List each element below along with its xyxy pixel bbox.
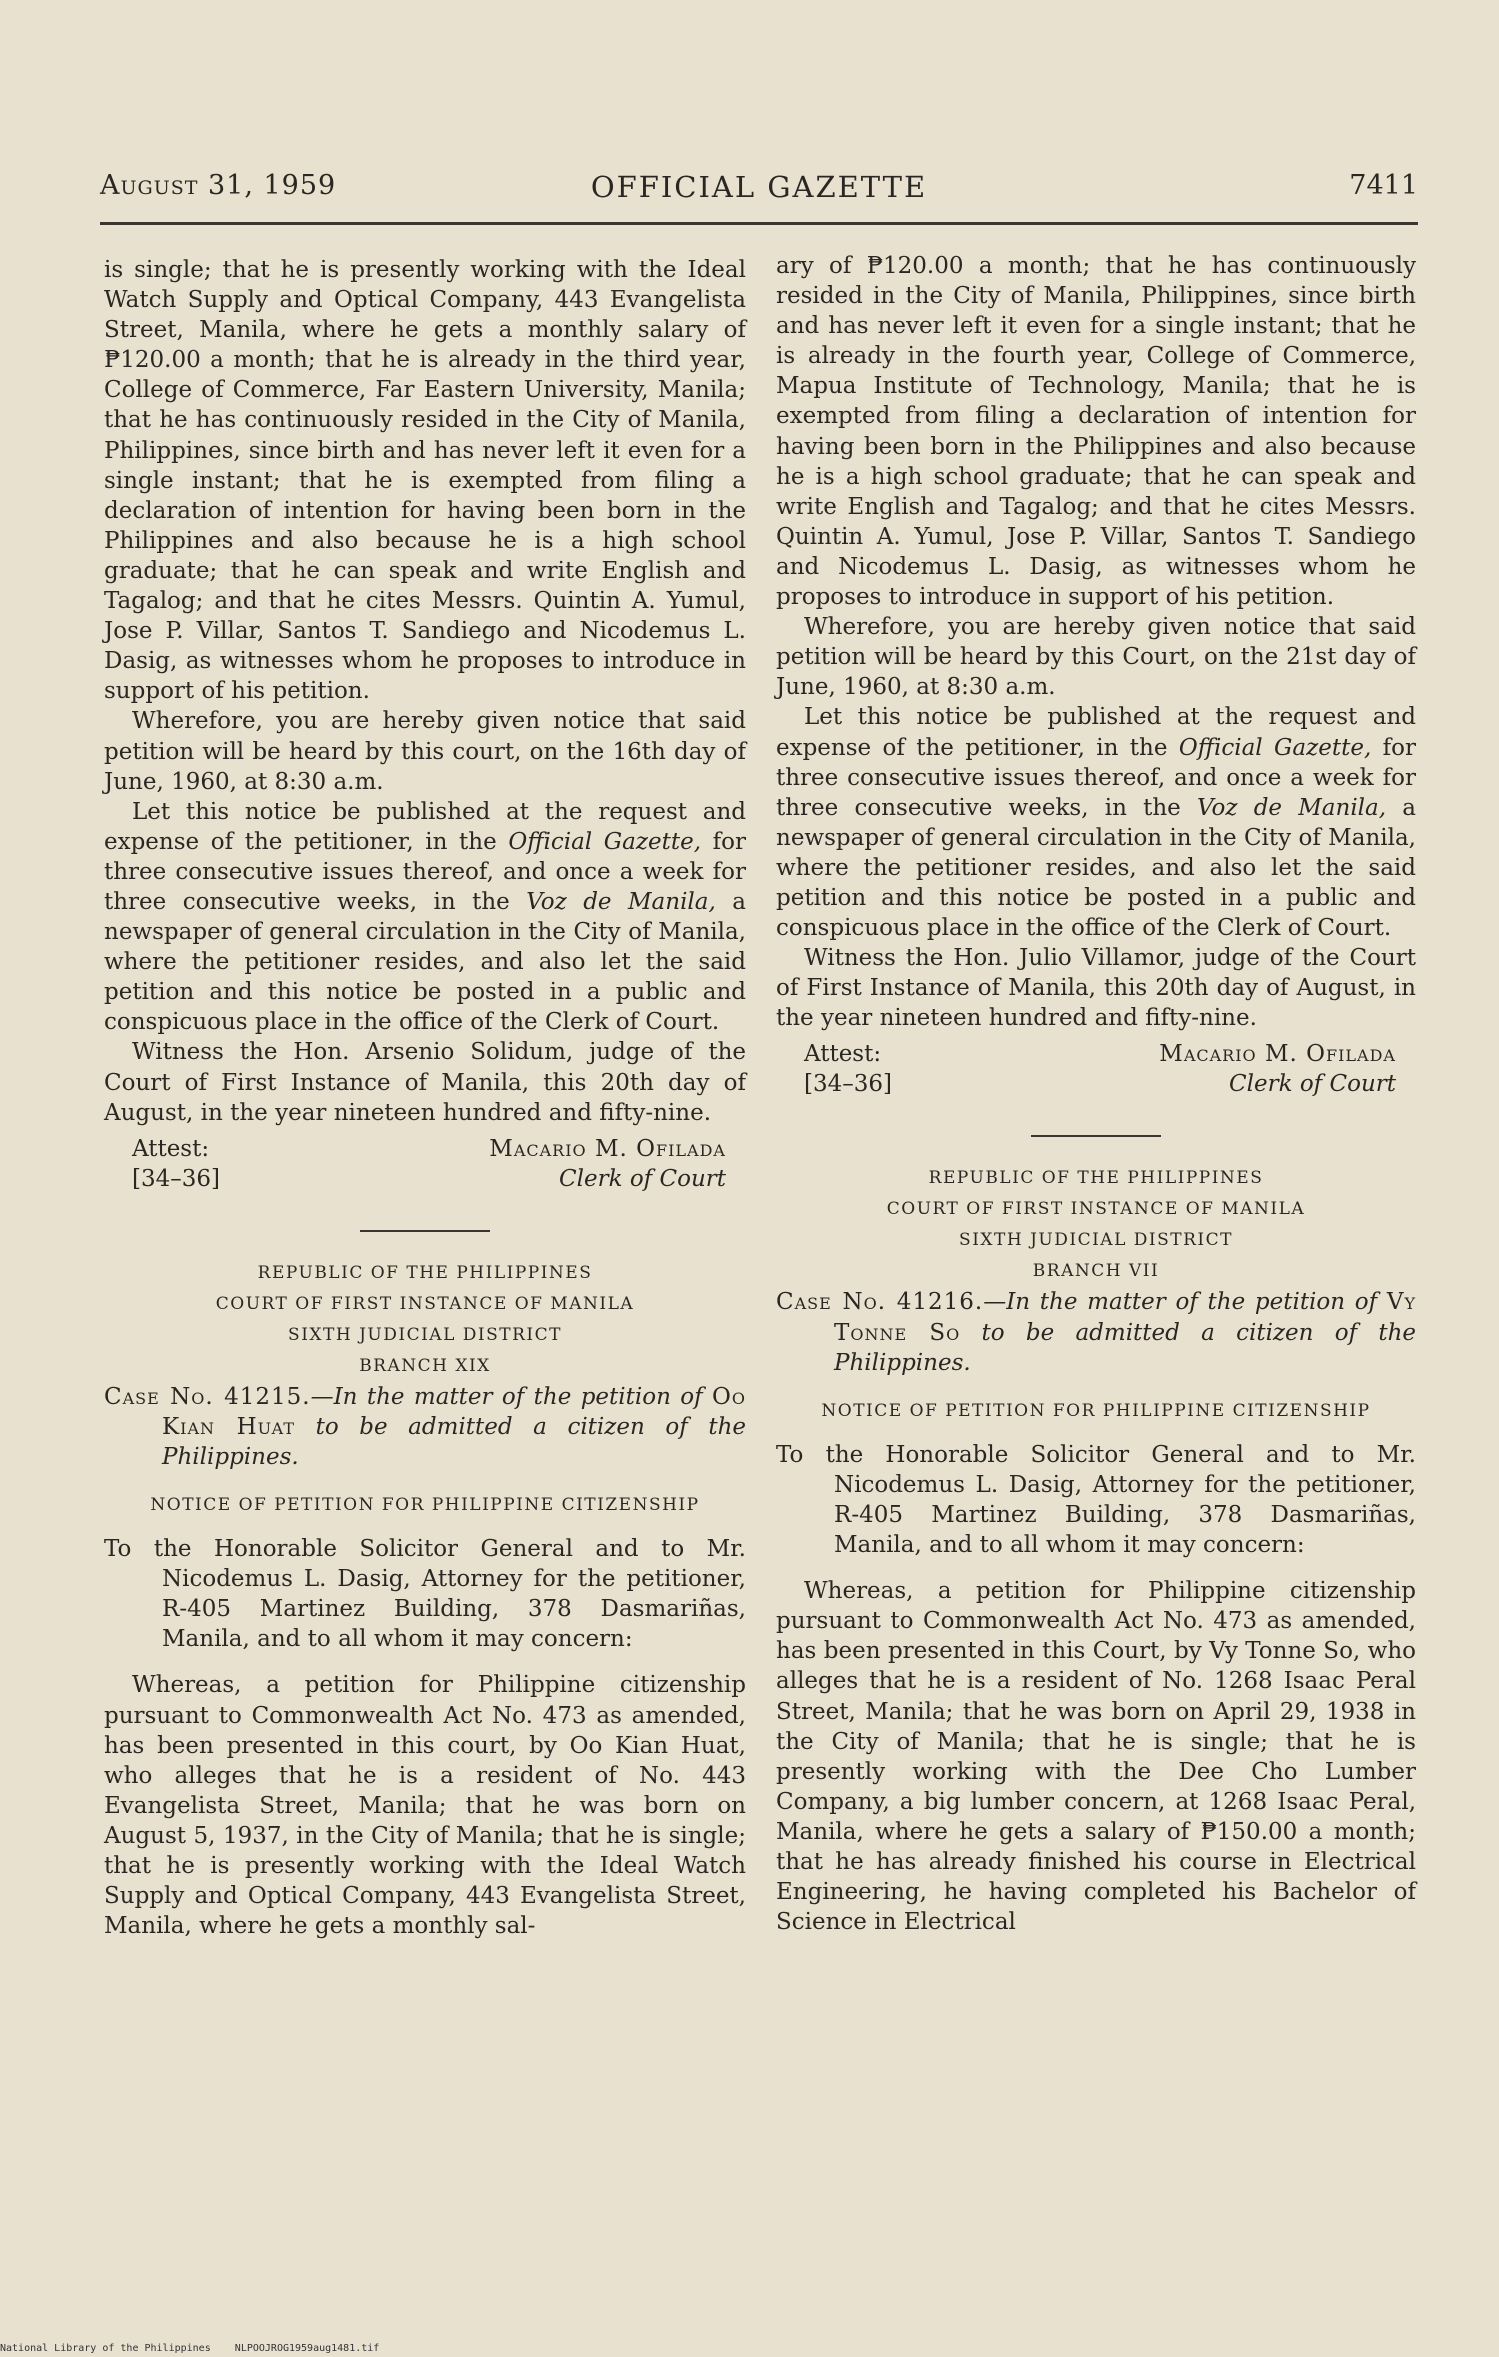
paragraph: Let this notice be published at the request and expense of the petitioner, in the Official Gazette, for three consecutive issues thereof, and once a week for three consecutive weeks, in the Voz de Manila, a newspaper of general circulation in the City of Manila, where the petitioner resides, and also let the said petition and this notice be posted in a public and conspicuous place in the office of the Clerk of Court. xyxy=(776,704,1416,942)
section-divider xyxy=(1031,1135,1161,1137)
notice-title: NOTICE OF PETITION FOR PHILIPPINE CITIZENSHIP xyxy=(821,1400,1371,1421)
paragraph: ary of ₱120.00 a month; that he has continuously resided in the City of Manila, Philippines, since birth and has never left it even for a single instant; that he is already in the fourth year, College of Commerce, Mapua Institute of Technology, Manila; that he is exempted from filing a declaration of intention for having been born in the Philippines and also because he is a high school graduate; that he can speak and write English and Tagalog; and that he cites Messrs. Quintin A. Yumul, Jose P. Villar, Santos T. Sandiego and Nicodemus L. Dasig, as witnesses whom he proposes to introduce in support of his petition. xyxy=(776,253,1416,611)
paragraph: is single; that he is presently working with the Ideal Watch Supply and Optical Company, 443 Evangelista Street, Manila, where he gets a monthly salary of ₱120.00 a month; that he is already in the third year, College of Commerce, Far Eastern University, Manila; that he has continuously resided in the City of Manila, Philippines, since birth and has never left it even for a single instant; that he is exempted from filing a declaration of intention for having been born in the Philippines and also because he is a high school graduate; that he can speak and write English and Tagalog; and that he cites Messrs. Quintin A. Yumul, Jose P. Villar, Santos T. Sandiego and Nicodemus L. Dasig, as witnesses whom he proposes to introduce in support of his petition. xyxy=(104,257,746,705)
court-heading: REPUBLIC OF THE PHILIPPINES COURT OF FIRST INSTANCE OF MANILA SIXTH JUDICIAL DISTRICT BRANCH XIX xyxy=(215,1262,635,1376)
paragraph: Let this notice be published at the request and expense of the petitioner, in the Official Gazette, for three consecutive issues thereof, and once a week for three consecutive weeks, in the Voz de Manila, a newspaper of general circulation in the City of Manila, where the petitioner resides, and also let the said petition and this notice be posted in a public and conspicuous place in the office of the Clerk of Court. xyxy=(104,798,746,1036)
right-column xyxy=(776,251,1416,1937)
paragraph: Wherefore, you are hereby given notice that said petition will be heard by this Court, on the 21st day of June, 1960, at 8:30 a.m. xyxy=(776,614,1416,701)
attestation xyxy=(804,1039,1396,1099)
signer-name: Macario M. Ofilada xyxy=(1159,1041,1396,1068)
header-rule xyxy=(100,222,1418,225)
paragraph: Witness the Hon. Arsenio Solidum, judge of the Court of First Instance of Manila, this 20th day of August, in the year nineteen hundred and fifty-nine. xyxy=(104,1039,746,1126)
court-heading: REPUBLIC OF THE PHILIPPINES COURT OF FIRST INSTANCE OF MANILA SIXTH JUDICIAL DISTRICT BRANCH VII xyxy=(886,1168,1306,1282)
paragraph: Witness the Hon. Julio Villamor, judge of the Court of First Instance of Manila, this 20th day of August, in the year nineteen hundred and fifty-nine. xyxy=(776,945,1416,1032)
attest-label: Attest: xyxy=(804,1041,882,1068)
issue-ref: [34–36] xyxy=(804,1071,892,1098)
page-number: 7411 xyxy=(1349,170,1418,201)
issue-date: August 31, 1959 xyxy=(100,170,337,201)
section-divider xyxy=(360,1230,490,1232)
paragraph: Wherefore, you are hereby given notice that said petition will be heard by this court, on the 16th day of June, 1960, at 8:30 a.m. xyxy=(104,708,746,795)
notice-title: NOTICE OF PETITION FOR PHILIPPINE CITIZENSHIP xyxy=(150,1495,700,1515)
signer-name: Macario M. Ofilada xyxy=(489,1135,726,1162)
case-title: Case No. 41216.—In the matter of the petition of Vy Tonne So to be admitted a citizen of the Philippines. xyxy=(776,1289,1417,1376)
issue-ref: [34–36] xyxy=(132,1165,220,1192)
scan-footer: National Library of the Philippines NLPOOJROG1959aug1481.tif xyxy=(0,2343,380,2354)
addressee: To the Honorable Solicitor General and to Mr. Nicodemus L. Dasig, Attorney for the petitioner, R-405 Martinez Building, 378 Dasmariñas, Manila, and to all whom it may concern: xyxy=(104,1536,746,1653)
attest-label: Attest: xyxy=(132,1135,210,1162)
case-title: Case No. 41215.—In the matter of the petition of Oo Kian Huat to be admitted a citizen of the Philippines. xyxy=(104,1383,746,1470)
signer-title: Clerk of Court xyxy=(559,1165,726,1192)
addressee: To the Honorable Solicitor General and to Mr. Nicodemus L. Dasig, Attorney for the petitioner, R-405 Martinez Building, 378 Dasmariñas, Manila, and to all whom it may concern: xyxy=(776,1441,1416,1559)
signer-title: Clerk of Court xyxy=(1229,1071,1396,1098)
attestation xyxy=(132,1134,726,1194)
paragraph: Whereas, a petition for Philippine citizenship pursuant to Commonwealth Act No. 473 as amended, has been presented in this court, by Oo Kian Huat, who alleges that he is a resident of No. 443 Evangelista Street, Manila; that he was born on August 5, 1937, in the City of Manila; that he is single; that he is presently working with the Ideal Watch Supply and Optical Company, 443 Evangelista Street, Manila, where he gets a monthly sal- xyxy=(104,1672,746,1940)
left-column xyxy=(104,255,746,1941)
paragraph: Whereas, a petition for Philippine citizenship pursuant to Commonwealth Act No. 473 as amended, has been presented in this Court, by Vy Tonne So, who alleges that he is a resident of No. 1268 Isaac Peral Street, Manila; that he was born on April 29, 1938 in the City of Manila; that he is single; that he is presently working with the Dee Cho Lumber Company, a big lumber concern, at 1268 Isaac Peral, Manila, where he gets a salary of ₱150.00 a month; that he has already finished his course in Electrical Engineering, he having completed his Bachelor of Science in Electrical xyxy=(776,1578,1416,1936)
page-header xyxy=(100,170,1418,210)
publication-title: OFFICIAL GAZETTE xyxy=(590,170,928,204)
